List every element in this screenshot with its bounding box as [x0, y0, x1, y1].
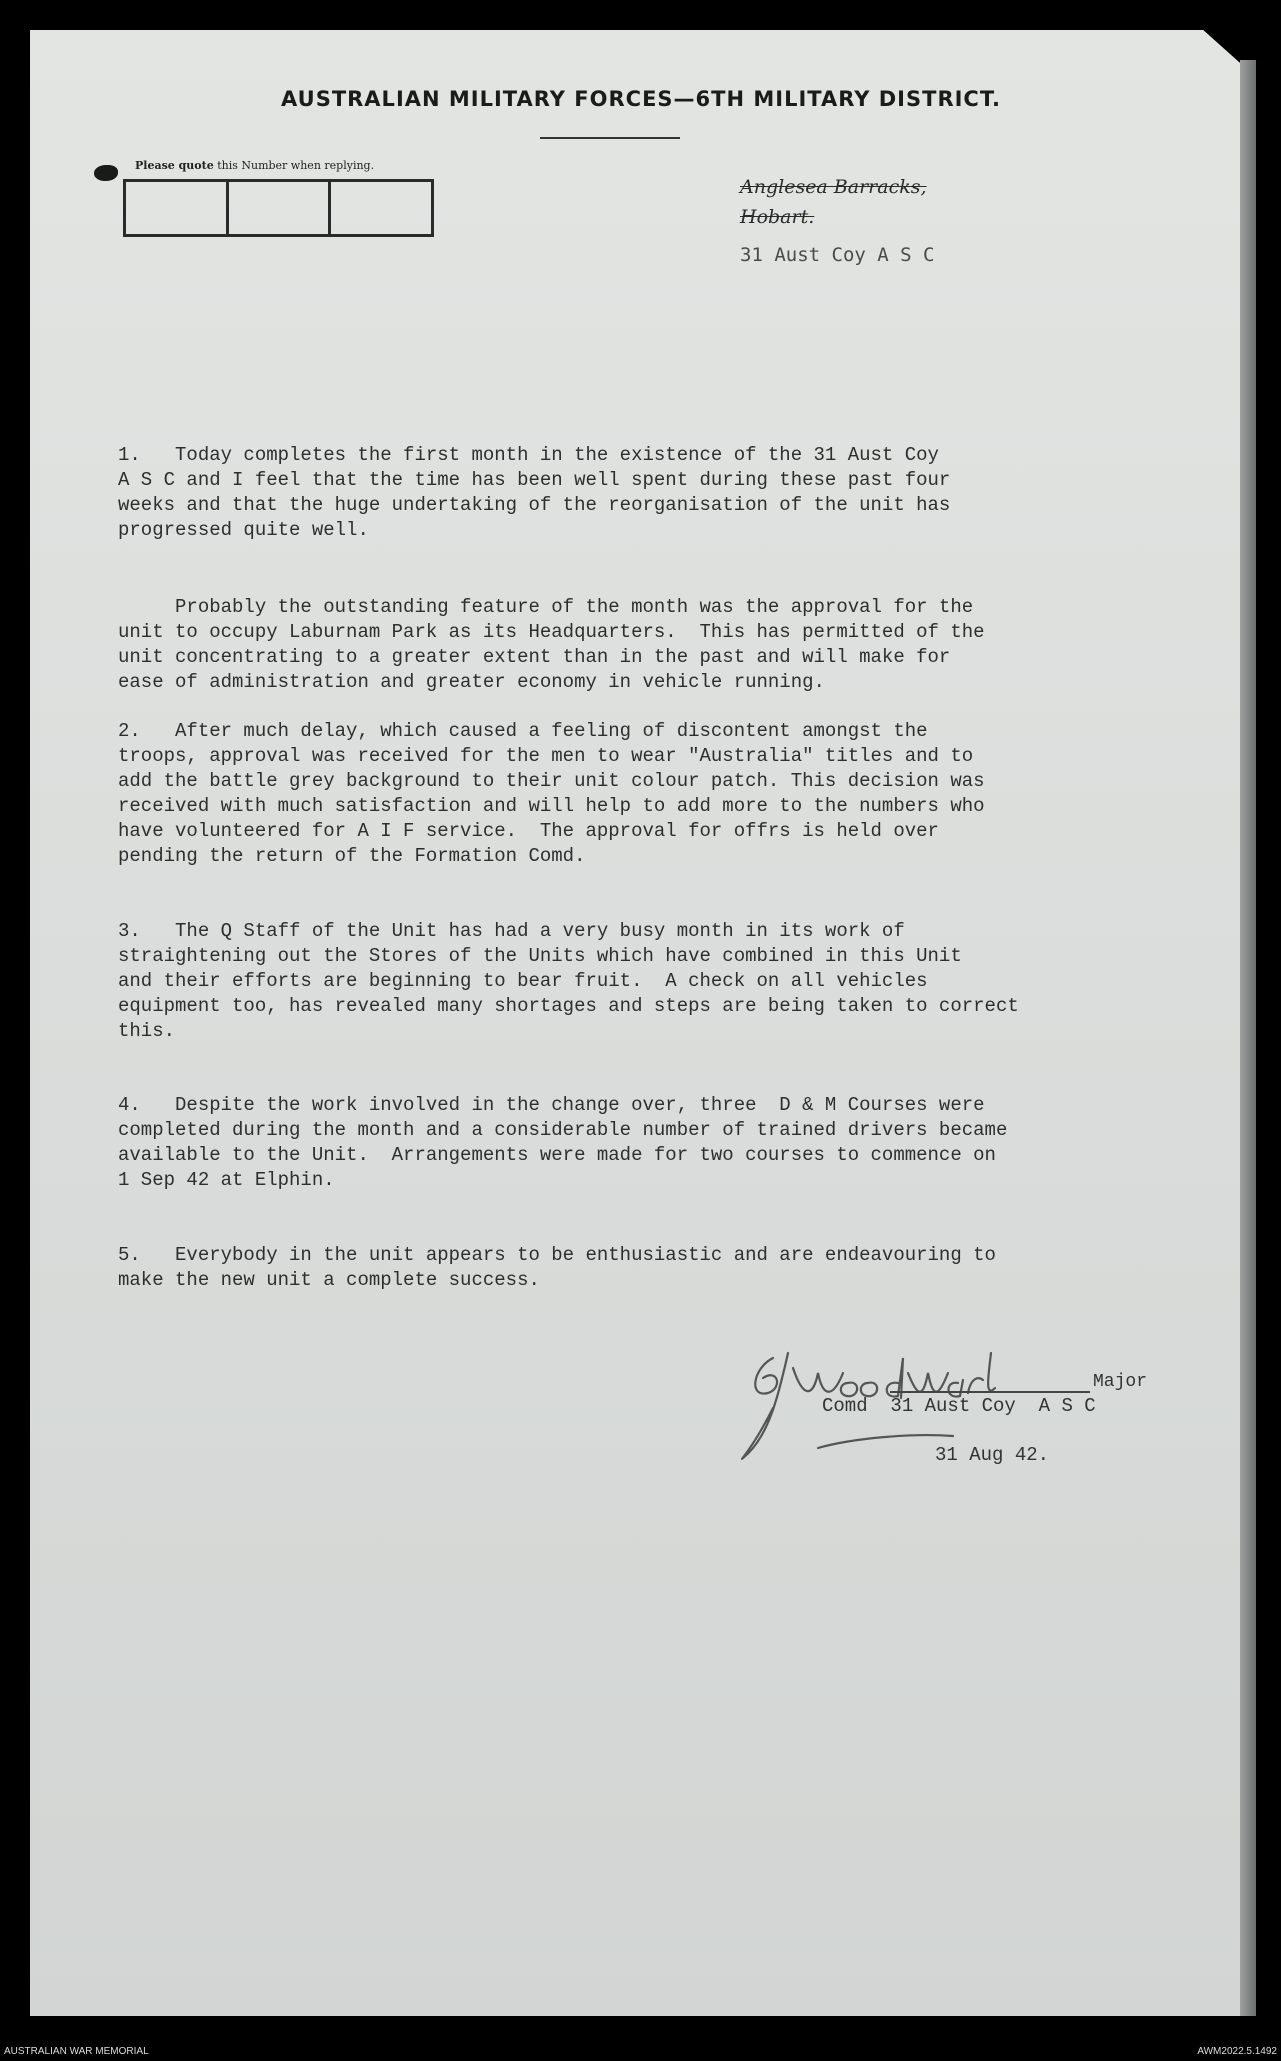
letter-body — [118, 443, 1118, 1291]
address-line: Anglesea Barracks, — [740, 176, 927, 198]
archive-id: AWM2022.5.1492 — [1197, 2046, 1277, 2057]
signature-line — [890, 1391, 1090, 1393]
reference-number-boxes — [123, 179, 434, 237]
paragraph-2: 2. After much delay, which caused a feeling of discontent amongst the troops, approval was received for the men to wear "Australia" titles and to add the battle grey background to their unit colour patch. This decision was received with much satisfaction and will help to add more to the numbers who have volunteered for A I F service. The approval for offrs is held over pending the return of the Formation Comd. — [118, 720, 985, 867]
paragraph-5: 5. Everybody in the unit appears to be enthusiastic and are endeavouring to make the new unit a complete success. — [118, 1244, 996, 1291]
paragraph-1b: Probably the outstanding feature of the month was the approval for the unit to occupy Laburnam Park as its Headquarters. This has permitted of the unit concentrating to a greater extent than in the past and will make for ease of administration and greater economy in vehicle running. — [118, 596, 985, 693]
appointment-label: Comd 31 Aust Coy A S C — [822, 1395, 1096, 1417]
reference-box — [331, 182, 431, 234]
archive-credit: AUSTRALIAN WAR MEMORIAL — [4, 2046, 149, 2057]
paper-edge — [1240, 60, 1256, 2016]
paragraph-3: 3. The Q Staff of the Unit has had a very busy month in its work of straightening out the Stores of the Units which have combined in this Unit and their efforts are beginning to bear fruit. A check on all vehicles equipment too, has revealed many shortages and steps are being taken to correct this. — [118, 920, 1019, 1042]
header-divider — [540, 137, 680, 139]
struck-address — [740, 172, 927, 232]
address-line: Hobart. — [740, 206, 815, 228]
quote-number-label: Please quote this Number when replying. — [135, 159, 375, 172]
paragraph-1: 1. Today completes the first month in the existence of the 31 Aust Coy A S C and I feel that the time has been well spent during these past four weeks and that the huge undertaking of the reorganisation of the unit has progressed quite well. — [118, 444, 951, 541]
reference-box — [126, 182, 229, 234]
rank-label: Major — [1093, 1372, 1148, 1392]
punch-hole — [94, 165, 118, 181]
letter-date: 31 Aug 42. — [935, 1444, 1050, 1466]
paragraph-4: 4. Despite the work involved in the change over, three D & M Courses were completed during the month and a considerable number of trained drivers became available to the Unit. Arrangements were made for two courses to commence on 1 Sep 42 at Elphin. — [118, 1094, 1008, 1191]
letterhead-title: AUSTRALIAN MILITARY FORCES—6TH MILITARY DISTRICT. — [281, 87, 1001, 111]
reference-box — [229, 182, 332, 234]
unit-stamp: 31 Aust Coy A S C — [740, 244, 935, 266]
